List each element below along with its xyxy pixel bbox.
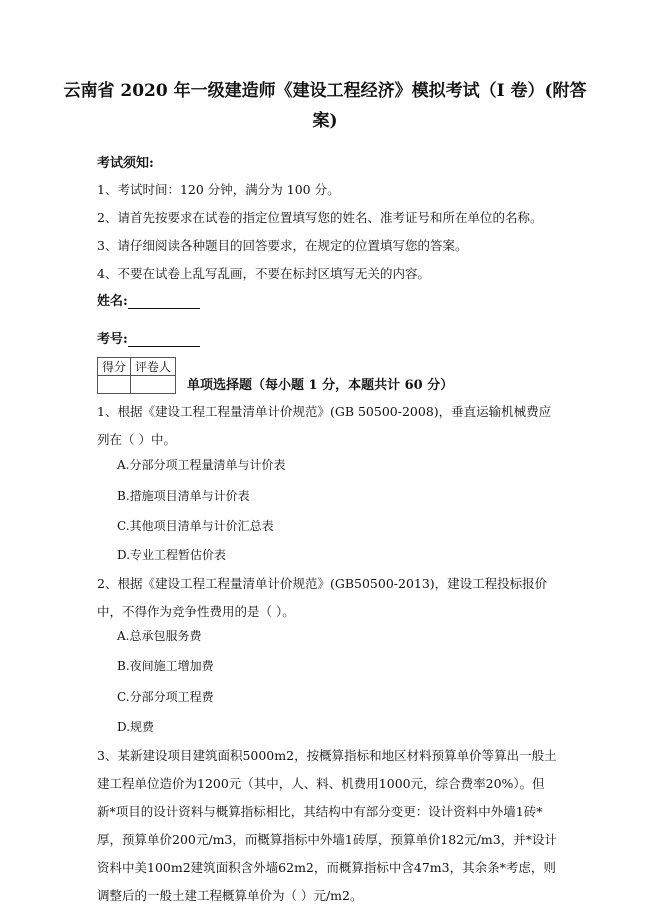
grader-cell[interactable] xyxy=(131,376,176,394)
score-header: 得分 xyxy=(98,358,131,376)
notice-item: 1、考试时间：120 分钟，满分为 100 分。 xyxy=(97,182,340,197)
notice-heading: 考试须知: xyxy=(97,156,154,171)
exam-number-field xyxy=(97,328,200,347)
exam-number-label: 考号: xyxy=(97,332,128,347)
score-table xyxy=(97,357,176,394)
name-label: 姓名: xyxy=(97,294,128,309)
question-stem: 1、根据《建设工程工程量清单计价规范》(GB 50500-2008)，垂直运输机械费应列在（ ）中。 xyxy=(97,404,552,447)
option[interactable]: C.分部分项工程费 xyxy=(117,690,214,704)
notice-item: 3、请仔细阅读各种题目的回答要求，在规定的位置填写您的答案。 xyxy=(97,238,468,253)
option[interactable]: B.夜间施工增加费 xyxy=(117,659,214,673)
option[interactable]: A.分部分项工程量清单与计价表 xyxy=(117,458,286,472)
option[interactable]: D.专业工程暂估价表 xyxy=(117,548,227,562)
name-field xyxy=(97,290,200,309)
exam-number-input-line[interactable] xyxy=(128,332,200,347)
page-title xyxy=(60,76,590,136)
option[interactable]: D.规费 xyxy=(117,720,155,734)
option[interactable]: A.总承包服务费 xyxy=(117,629,202,643)
question-stem: 2、根据《建设工程工程量清单计价规范》(GB50500-2013)，建设工程投标报价中，不得作为竞争性费用的是（ ）。 xyxy=(97,576,548,619)
name-input-line[interactable] xyxy=(128,294,200,309)
notice-item: 4、不要在试卷上乱写乱画，不要在标封区填写无关的内容。 xyxy=(97,266,430,281)
section-title: 单项选择题（每小题 1 分，本题共计 60 分） xyxy=(187,378,454,393)
title-line-1: 云南省 2020 年一级建造师《建设工程经济》模拟考试（I 卷）(附答 xyxy=(63,81,587,101)
option[interactable]: B.措施项目清单与计价表 xyxy=(117,489,250,503)
title-line-2: 案) xyxy=(312,111,338,131)
score-cell[interactable] xyxy=(98,376,131,394)
notice-item: 2、请首先按要求在试卷的指定位置填写您的姓名、准考证号和所在单位的名称。 xyxy=(97,210,543,225)
option[interactable]: C.其他项目清单与计价汇总表 xyxy=(117,519,274,533)
question-stem: 3、某新建设项目建筑面积5000m2，按概算指标和地区材料预算单价等算出一般土建工程单位造价为1200元（其中，人、料、机费用1000元，综合费率20%）。但新*项目的设计资料与概算指标相比，其结构中有部分变更：设计资料中外墙1砖*厚，预算单价200元/m3，而概算指标中外墙1砖厚，预算单价182元/m3，并*设计资料中美100m2建筑面积含外墙62m2，而概算指标中含47m3，其余条*考虑，则调整后的一般土建工程概算单价为（ ）元/m2。 xyxy=(97,748,557,903)
grader-header: 评卷人 xyxy=(131,358,176,376)
